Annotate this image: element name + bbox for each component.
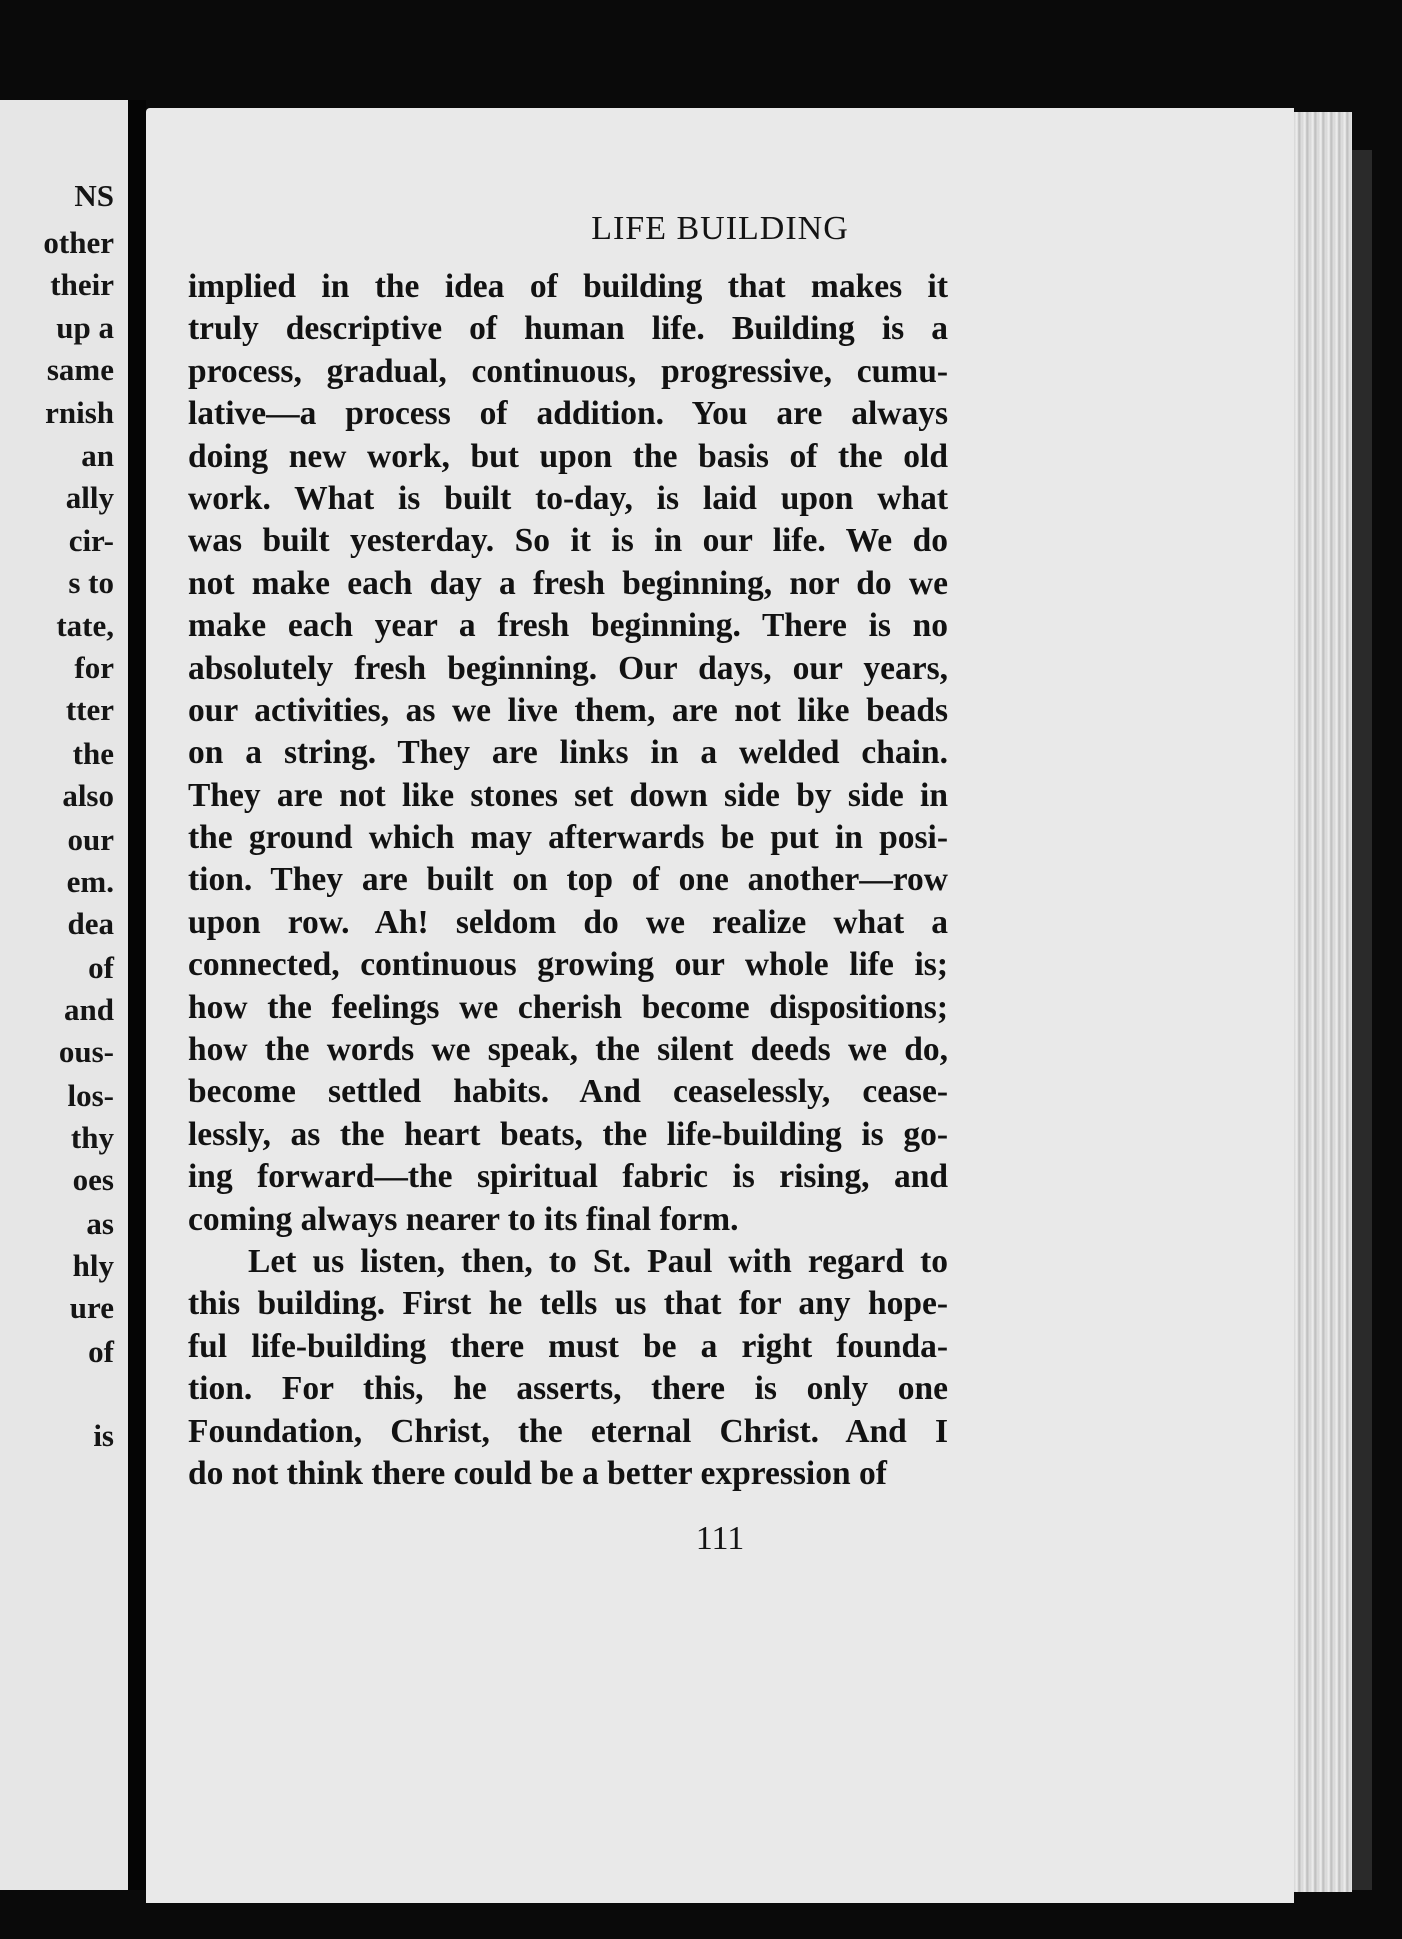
facing-page-text-fragment: oes <box>72 1162 114 1197</box>
text-line: lessly, as the heart beats, the life-building is go- <box>188 1115 948 1153</box>
facing-page-text-fragment: los- <box>67 1078 114 1113</box>
facing-page-left <box>0 100 146 1890</box>
facing-page-text-fragment: of <box>88 950 114 985</box>
text-line: Let us listen, then, to St. Paul with regard to <box>248 1242 948 1280</box>
facing-page-text-fragment: of <box>88 1334 114 1369</box>
text-line: doing new work, but upon the basis of the old <box>188 437 948 475</box>
facing-page-text-fragment: dea <box>67 906 114 941</box>
page-edges <box>1294 112 1352 1892</box>
paragraph-2 <box>188 1241 948 1495</box>
text-line: connected, continuous growing our whole life is; <box>188 946 948 984</box>
text-line: this building. First he tells us that for any hope- <box>188 1285 948 1323</box>
facing-page-text-fragment: em. <box>66 864 114 899</box>
facing-page-text-fragment: cir- <box>68 523 114 558</box>
running-head: LIFE BUILDING <box>591 210 849 247</box>
facing-page-text-fragment: for <box>74 650 114 685</box>
facing-page-text-fragment: ally <box>65 480 114 515</box>
facing-page-text-fragment: thy <box>70 1120 114 1155</box>
text-line: Foundation, Christ, the eternal Christ. And I <box>188 1412 948 1450</box>
facing-page-text-fragment: up a <box>56 310 114 345</box>
paragraph-1 <box>188 266 948 1241</box>
text-line: our activities, as we live them, are not like beads <box>188 691 948 729</box>
facing-page-text-fragment: same <box>46 352 114 387</box>
text-line: They are not like stones set down side by side in <box>188 776 948 814</box>
text-line: upon row. Ah! seldom do we realize what a <box>188 903 948 941</box>
text-line: how the feelings we cherish become dispositions; <box>188 988 948 1026</box>
text-line: was built yesterday. So it is in our life. We do <box>188 522 948 560</box>
text-line: ful life-building there must be a right founda- <box>188 1327 948 1365</box>
facing-page-text-fragment: rnish <box>45 395 114 430</box>
facing-page-text-fragment: hly <box>72 1248 114 1283</box>
text-line: work. What is built to-day, is laid upon what <box>188 479 948 517</box>
facing-page-text-fragment: other <box>43 225 114 260</box>
book-page <box>146 108 1294 1903</box>
text-line: the ground which may afterwards be put in posi- <box>188 819 948 857</box>
text-line: how the words we speak, the silent deeds we do, <box>188 1031 948 1069</box>
text-line: absolutely fresh beginning. Our days, our years, <box>188 649 948 687</box>
text-line: do not think there could be a better expression of <box>188 1454 887 1492</box>
facing-page-text-fragment: ure <box>69 1290 114 1325</box>
text-line: tion. For this, he asserts, there is only one <box>188 1370 948 1408</box>
text-line: implied in the idea of building that makes it <box>188 268 948 305</box>
text-line: become settled habits. And ceaselessly, cease- <box>188 1073 948 1111</box>
facing-page-text-fragment: the <box>72 736 114 771</box>
body-text <box>188 266 948 1495</box>
text-line: process, gradual, continuous, progressive, cumu- <box>188 352 948 390</box>
facing-page-text-fragment: and <box>64 992 114 1027</box>
facing-page-text-fragment: is <box>93 1418 114 1453</box>
text-line: on a string. They are links in a welded chain. <box>188 734 948 772</box>
text-line: tion. They are built on top of one another—row <box>188 861 948 899</box>
facing-page-text-fragment: s to <box>68 565 114 600</box>
text-line: truly descriptive of human life. Building is a <box>188 310 948 348</box>
facing-page-text-fragment: also <box>62 778 114 813</box>
page-number: 111 <box>695 1520 745 1557</box>
facing-page-text-fragment: ous- <box>58 1034 114 1069</box>
text-line: make each year a fresh beginning. There is no <box>188 607 948 645</box>
facing-page-text-fragment: an <box>81 438 114 473</box>
text-line: ing forward—the spiritual fabric is rising, and <box>188 1158 948 1196</box>
facing-page-text-fragment: tate, <box>56 608 114 643</box>
text-line: not make each day a fresh beginning, nor do we <box>188 564 948 602</box>
facing-page-text-fragment: NS <box>74 178 114 213</box>
text-line: lative—a process of addition. You are always <box>188 395 948 433</box>
facing-page-text-fragment: their <box>50 267 114 302</box>
text-line: coming always nearer to its final form. <box>188 1200 739 1238</box>
facing-page-text-fragment: as <box>86 1206 114 1241</box>
facing-page-text-fragment: our <box>67 822 114 857</box>
book-cover-edge <box>1352 150 1372 1890</box>
facing-page-text-fragment: tter <box>65 692 114 727</box>
